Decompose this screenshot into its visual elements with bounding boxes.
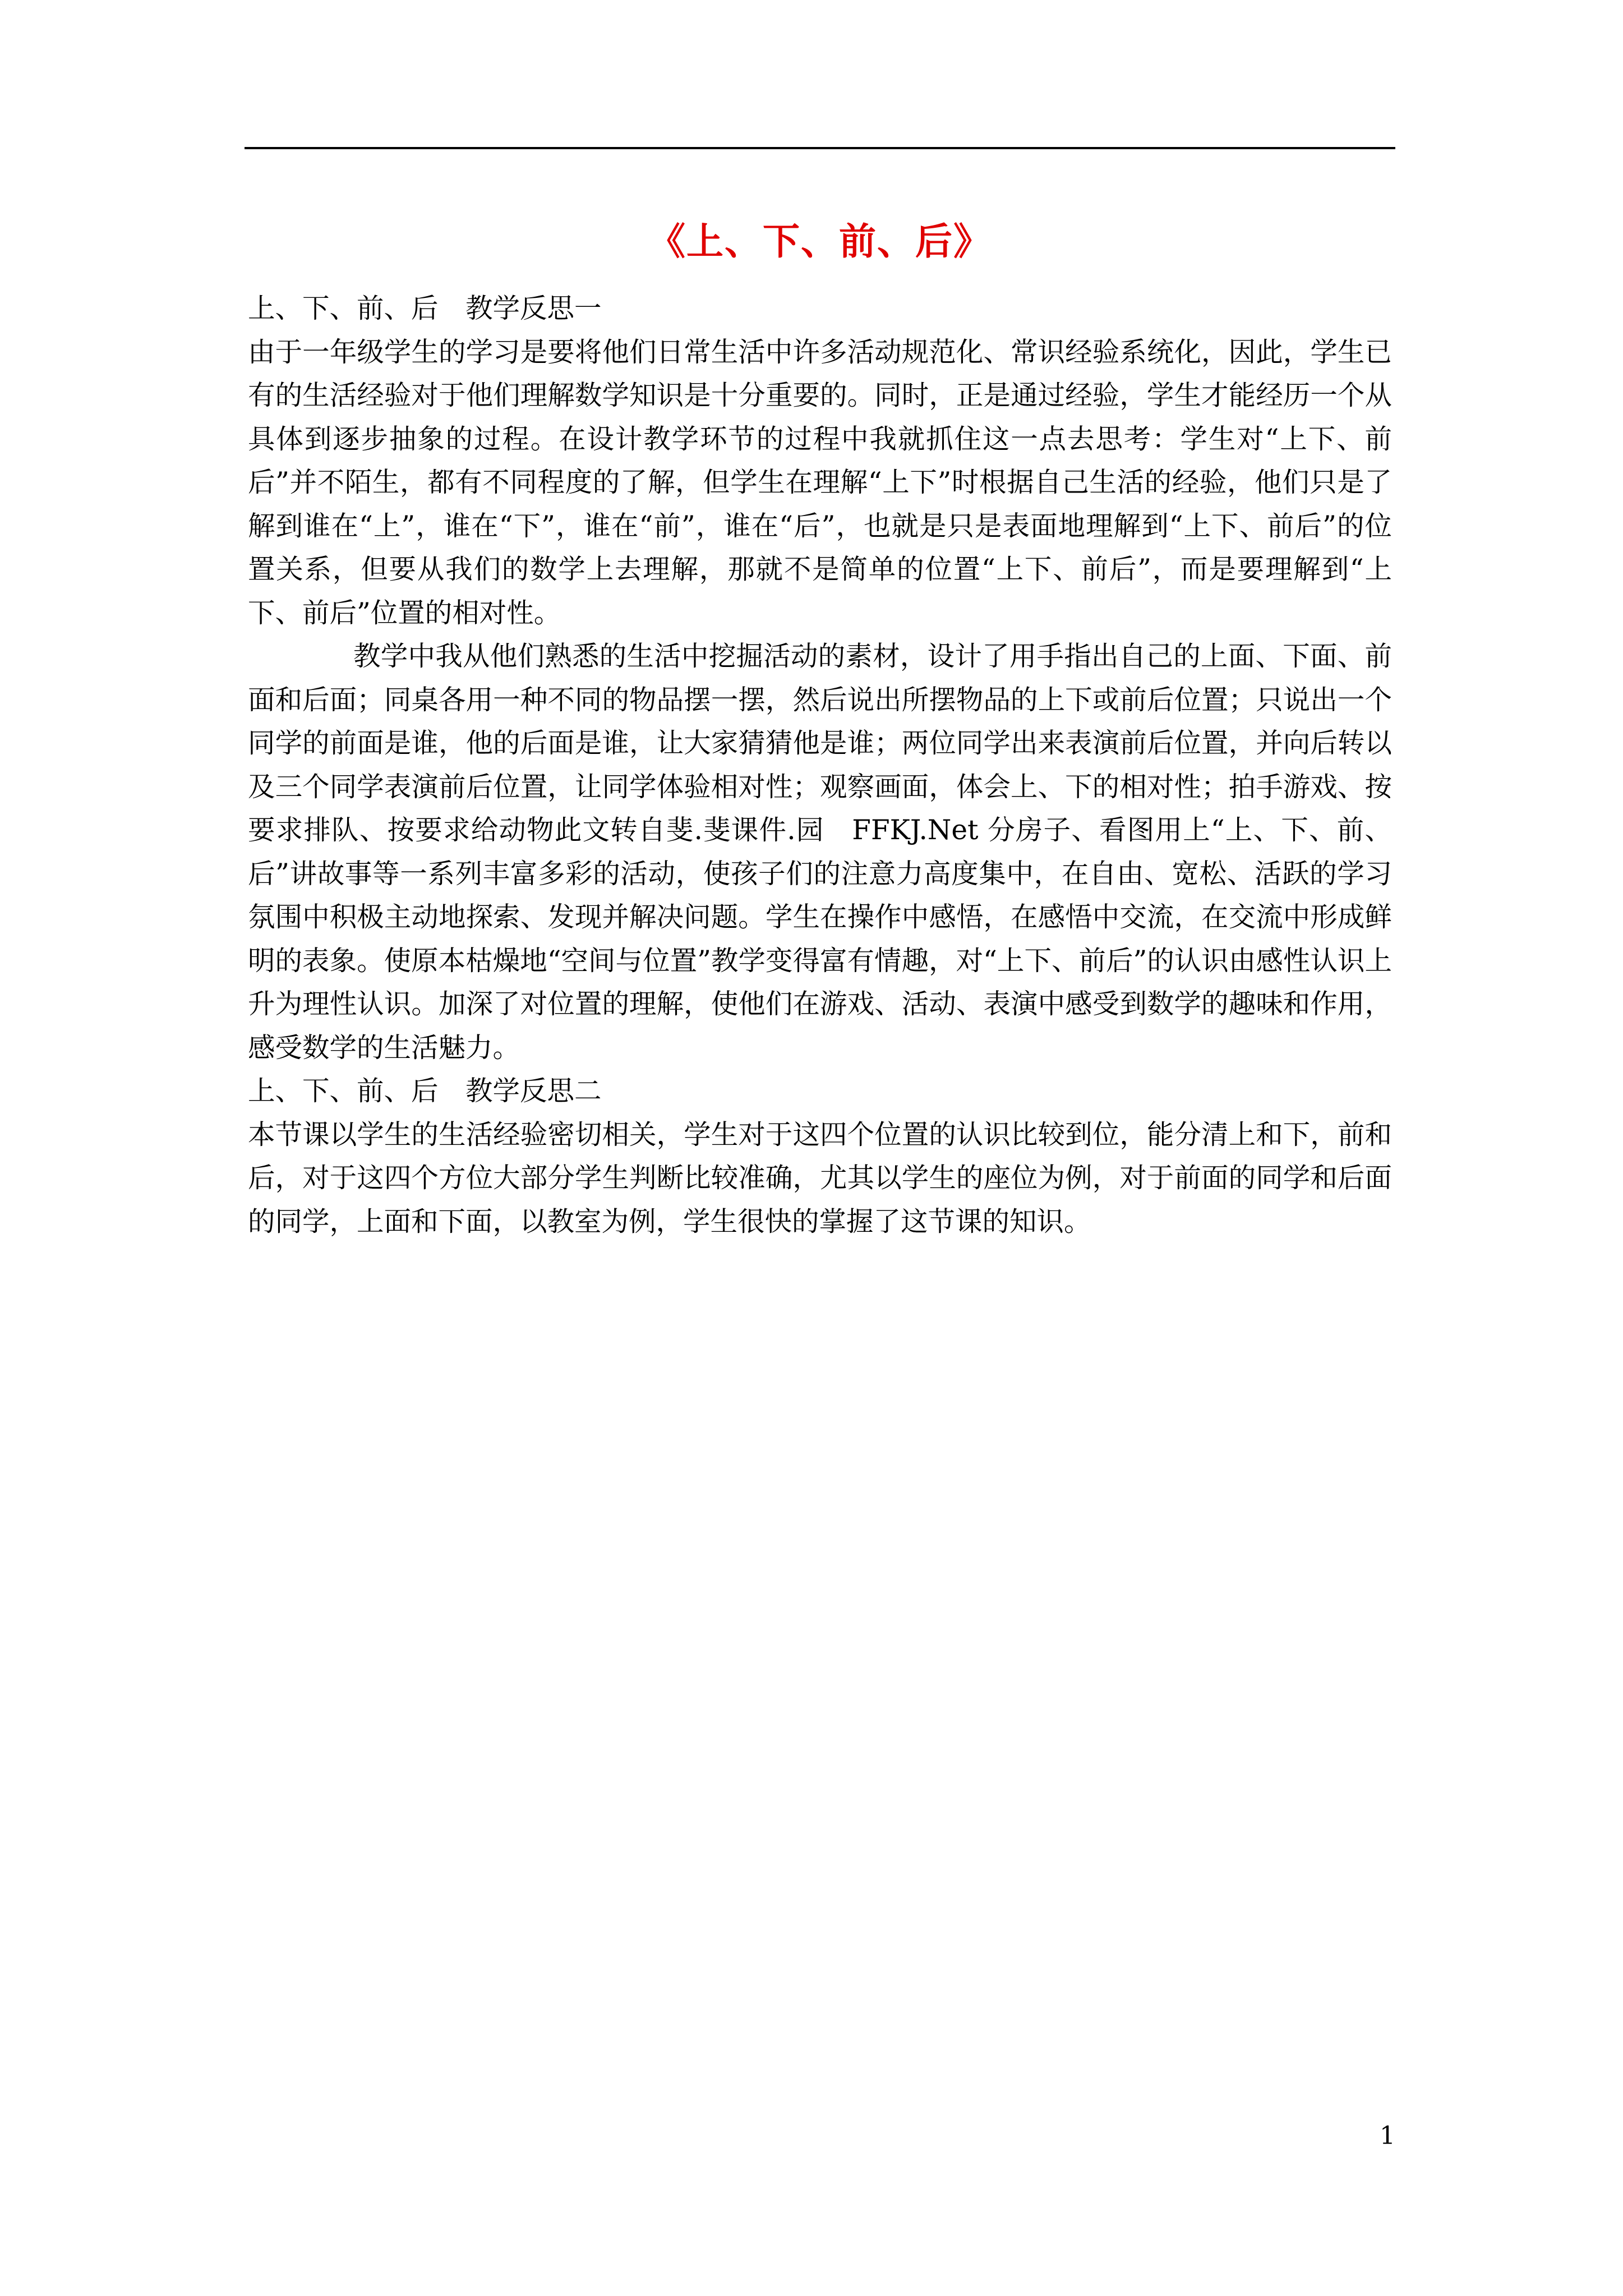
section-2-paragraph-1: 本节课以学生的生活经验密切相关，学生对于这四个位置的认识比较到位，能分清上和下，前和后，对于这四个方位大部分学生判断比较准确，尤其以学生的座位为例，对于前面的同学和后面的同学，上面和下面，以教室为例，学生很快的掌握了这节课的知识。 — [248, 1119, 1392, 1237]
section-heading-2: 上、下、前、后 教学反思二 — [248, 1075, 602, 1107]
section-heading-1: 上、下、前、后 教学反思一 — [248, 293, 602, 324]
document-body — [248, 287, 1392, 1244]
section-1-paragraph-1: 由于一年级学生的学习是要将他们日常生活中许多活动规范化、常识经验系统化，因此，学生已有的生活经验对于他们理解数学知识是十分重要的。同时，正是通过经验，学生才能经历一个从具体到逐步抽象的过程。在设计教学环节的过程中我就抓住这一点去思考：学生对“上下、前后”并不陌生，都有不同程度的了解，但学生在理解“上下”时根据自己生活的经验，他们只是了解到谁在“上”，谁在“下”，谁在“前”，谁在“后”，也就是只是表面地理解到“上下、前后”的位置关系，但要从我们的数学上去理解，那就不是简单的位置“上下、前后”，而是要理解到“上下、前后”位置的相对性。 — [248, 336, 1392, 629]
section-1-paragraph-2: 教学中我从他们熟悉的生活中挖掘活动的素材，设计了用手指出自己的上面、下面、前面和后面；同桌各用一种不同的物品摆一摆，然后说出所摆物品的上下或前后位置；只说出一个同学的前面是谁，他的后面是谁，让大家猜猜他是谁；两位同学出来表演前后位置，并向后转以及三个同学表演前后位置，让同学体验相对性；观察画面，体会上、下的相对性；拍手游戏、按要求排队、按要求给动物此文转自斐.斐课件.园 FFKJ.Net 分房子、看图用上“上、下、前、后”讲故事等一系列丰富多彩的活动，使孩子们的注意力高度集中，在自由、宽松、活跃的学习氛围中积极主动地探索、发现并解决问题。学生在操作中感悟，在感悟中交流，在交流中形成鲜明的表象。使原本枯燥地“空间与位置”教学变得富有情趣，对“上下、前后”的认识由感性认识上升为理性认识。加深了对位置的理解，使他们在游戏、活动、表演中感受到数学的趣味和作用，感受数学的生活魅力。 — [248, 641, 1392, 1064]
header-rule — [245, 147, 1395, 149]
page-number: 1 — [1380, 2122, 1395, 2150]
document-title: 《上、下、前、后》 — [648, 219, 992, 263]
